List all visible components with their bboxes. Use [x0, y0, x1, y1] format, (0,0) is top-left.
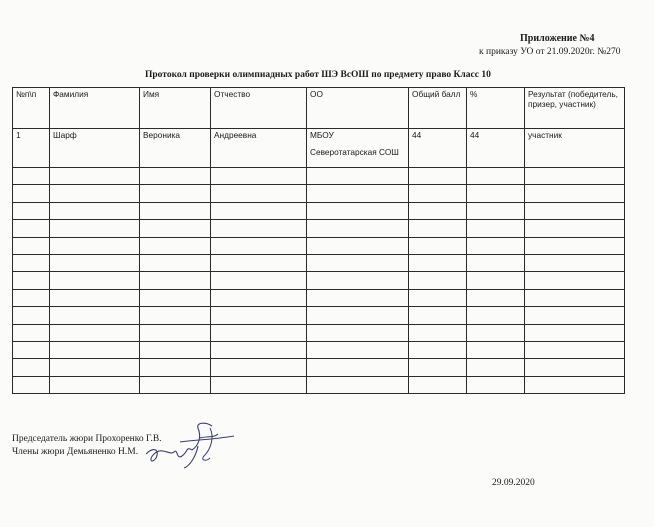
table-cell-empty — [140, 168, 211, 185]
protocol-title: Протокол проверки олимпиадных работ ШЭ ВсОШ по предмету право Класс 10 — [145, 70, 491, 80]
table-cell-empty — [467, 237, 525, 254]
cell-surname: Шарф — [50, 129, 140, 168]
jury-members: Члены жюри Демьяненко Н.М. — [12, 447, 139, 457]
table-cell-empty — [13, 272, 50, 289]
table-cell-empty — [140, 359, 211, 376]
table-cell-empty — [467, 376, 525, 393]
table-cell-empty — [140, 202, 211, 219]
table-cell-empty — [307, 168, 409, 185]
table-cell-empty — [467, 272, 525, 289]
column-header-total-score: Общий балл — [409, 88, 467, 129]
table-cell-empty — [307, 359, 409, 376]
table-cell-empty — [525, 359, 625, 376]
table-row-empty — [13, 272, 625, 289]
column-header-patronymic: Отчество — [211, 88, 307, 129]
table-row-empty — [13, 254, 625, 271]
table-cell-empty — [525, 237, 625, 254]
table-cell-empty — [140, 376, 211, 393]
table-cell-empty — [409, 185, 467, 202]
cell-name: Вероника — [140, 129, 211, 168]
table-cell-empty — [50, 307, 140, 324]
table-cell-empty — [409, 324, 467, 341]
table-row-empty — [13, 220, 625, 237]
table-header-row — [13, 88, 625, 129]
table-cell-empty — [409, 202, 467, 219]
table-cell-empty — [409, 307, 467, 324]
table-cell-empty — [50, 359, 140, 376]
table-cell-empty — [50, 168, 140, 185]
table-cell-empty — [140, 220, 211, 237]
table-cell-empty — [13, 168, 50, 185]
table-cell-empty — [307, 220, 409, 237]
table-cell-empty — [140, 254, 211, 271]
table-cell-empty — [140, 272, 211, 289]
table-cell-empty — [307, 307, 409, 324]
table-cell-empty — [211, 202, 307, 219]
table-row-empty — [13, 307, 625, 324]
cell-patronymic: Андреевна — [211, 129, 307, 168]
table-cell-empty — [409, 254, 467, 271]
table-cell-empty — [525, 376, 625, 393]
table-row-empty — [13, 324, 625, 341]
table-cell-empty — [140, 289, 211, 306]
table-cell-empty — [307, 289, 409, 306]
table-cell-empty — [211, 185, 307, 202]
table-cell-empty — [13, 289, 50, 306]
table-cell-empty — [467, 202, 525, 219]
table-cell-empty — [13, 254, 50, 271]
column-header-result: Результат (победитель, призер, участник) — [525, 88, 625, 129]
table-cell-empty — [467, 359, 525, 376]
table-cell-empty — [50, 254, 140, 271]
table-cell-empty — [50, 289, 140, 306]
table-row-empty — [13, 185, 625, 202]
table-cell-empty — [13, 220, 50, 237]
table-cell-empty — [13, 324, 50, 341]
table-cell-empty — [525, 289, 625, 306]
table-cell-empty — [13, 307, 50, 324]
table-cell-empty — [50, 202, 140, 219]
table-cell-empty — [467, 324, 525, 341]
table-row-empty — [13, 237, 625, 254]
table-cell-empty — [211, 341, 307, 358]
table-cell-empty — [307, 237, 409, 254]
table-cell-empty — [467, 341, 525, 358]
table-cell-empty — [409, 341, 467, 358]
table-cell-empty — [467, 307, 525, 324]
table-cell-empty — [140, 324, 211, 341]
table-cell-empty — [409, 220, 467, 237]
table-row-empty — [13, 376, 625, 393]
table-cell-empty — [525, 254, 625, 271]
table-row-empty — [13, 289, 625, 306]
table-cell-empty — [307, 185, 409, 202]
table-row-empty — [13, 168, 625, 185]
table-cell-empty — [409, 289, 467, 306]
cell-number: 1 — [13, 129, 50, 168]
table-cell-empty — [409, 237, 467, 254]
table-row-empty — [13, 341, 625, 358]
protocol-table — [12, 87, 625, 394]
column-header-number: №п\п — [13, 88, 50, 129]
table-cell-empty — [525, 202, 625, 219]
table-cell-empty — [467, 168, 525, 185]
table-cell-empty — [409, 168, 467, 185]
table-cell-empty — [525, 341, 625, 358]
table-cell-empty — [13, 376, 50, 393]
cell-school-line2: Северотатарская СОШ — [310, 147, 399, 157]
table-cell-empty — [307, 341, 409, 358]
jury-chair: Председатель жюри Прохоренко Г.В. — [12, 434, 162, 444]
table-cell-empty — [409, 359, 467, 376]
column-header-percent: % — [467, 88, 525, 129]
table-row-empty — [13, 359, 625, 376]
table-cell-empty — [525, 324, 625, 341]
table-cell-empty — [307, 272, 409, 289]
appendix-order-reference: к приказу УО от 21.09.2020г. №270 — [479, 47, 621, 57]
column-header-surname: Фамилия — [50, 88, 140, 129]
table-cell-empty — [50, 185, 140, 202]
cell-result: участник — [525, 129, 625, 168]
table-cell-empty — [525, 220, 625, 237]
table-cell-empty — [50, 324, 140, 341]
table-cell-empty — [211, 220, 307, 237]
table-cell-empty — [467, 254, 525, 271]
table-cell-empty — [307, 202, 409, 219]
table-cell-empty — [50, 341, 140, 358]
table-cell-empty — [211, 324, 307, 341]
table-cell-empty — [307, 324, 409, 341]
table-cell-empty — [211, 237, 307, 254]
cell-school — [307, 129, 409, 168]
table-cell-empty — [409, 376, 467, 393]
table-cell-empty — [13, 237, 50, 254]
table-cell-empty — [140, 341, 211, 358]
column-header-school: ОО — [307, 88, 409, 129]
cell-school-line1: МБОУ — [310, 130, 334, 140]
table-row — [13, 129, 625, 168]
table-cell-empty — [467, 289, 525, 306]
table-cell-empty — [211, 254, 307, 271]
table-cell-empty — [525, 307, 625, 324]
table-cell-empty — [50, 220, 140, 237]
table-cell-empty — [211, 359, 307, 376]
table-cell-empty — [50, 272, 140, 289]
table-cell-empty — [13, 341, 50, 358]
table-cell-empty — [409, 272, 467, 289]
cell-percent: 44 — [467, 129, 525, 168]
table-cell-empty — [211, 168, 307, 185]
table-cell-empty — [211, 307, 307, 324]
table-cell-empty — [467, 185, 525, 202]
appendix-title: Приложение №4 — [520, 33, 595, 44]
table-cell-empty — [140, 307, 211, 324]
table-cell-empty — [140, 237, 211, 254]
table-cell-empty — [211, 376, 307, 393]
table-cell-empty — [211, 272, 307, 289]
table-cell-empty — [13, 185, 50, 202]
table-cell-empty — [525, 168, 625, 185]
handwritten-signature — [140, 416, 236, 472]
table-cell-empty — [50, 237, 140, 254]
table-cell-empty — [140, 185, 211, 202]
column-header-name: Имя — [140, 88, 211, 129]
table-cell-empty — [307, 254, 409, 271]
table-cell-empty — [211, 289, 307, 306]
table-cell-empty — [525, 185, 625, 202]
table-cell-empty — [467, 220, 525, 237]
table-cell-empty — [13, 202, 50, 219]
table-cell-empty — [13, 359, 50, 376]
table-cell-empty — [50, 376, 140, 393]
table-row-empty — [13, 202, 625, 219]
cell-total-score: 44 — [409, 129, 467, 168]
table-cell-empty — [307, 376, 409, 393]
document-date: 29.09.2020 — [492, 478, 535, 488]
table-cell-empty — [525, 272, 625, 289]
